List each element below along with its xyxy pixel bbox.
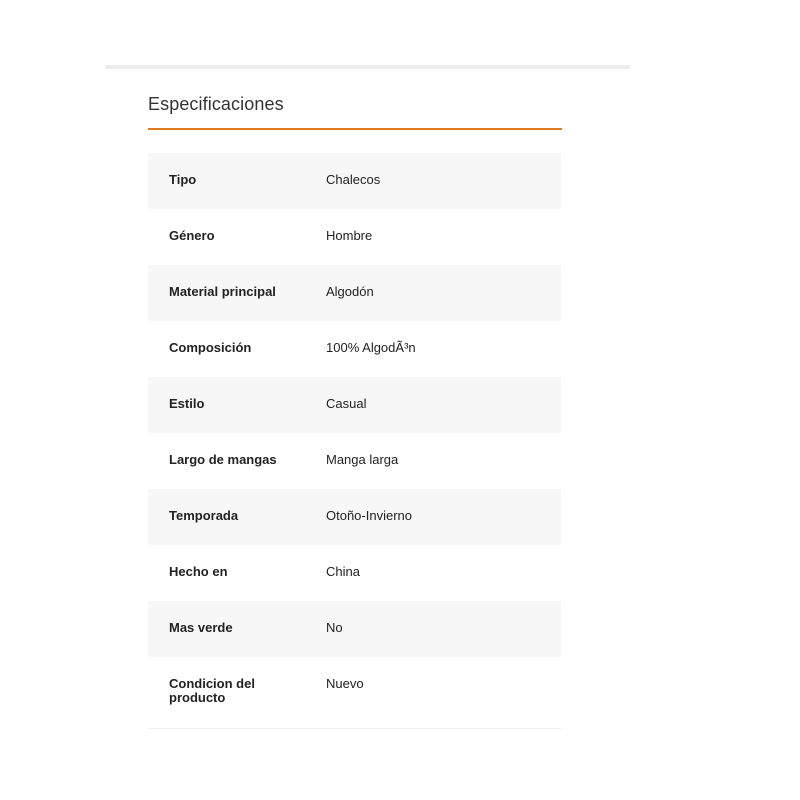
- spec-value: No: [326, 620, 343, 635]
- spec-label: Mas verde: [169, 620, 233, 635]
- spec-value: Casual: [326, 396, 367, 411]
- spec-label: Hecho en: [169, 564, 228, 579]
- spec-value: 100% AlgodÃ³n: [326, 340, 416, 355]
- top-divider: [105, 65, 630, 69]
- spec-value: Manga larga: [326, 452, 399, 467]
- spec-row-condicion-del-producto: [148, 657, 561, 728]
- spec-value: Otoño-Invierno: [326, 508, 412, 523]
- spec-label: Estilo: [169, 396, 205, 411]
- spec-row-material-principal: [148, 265, 561, 321]
- spec-row-estilo: [148, 377, 561, 433]
- specifications-table: [148, 153, 561, 729]
- title-underline: [148, 128, 562, 130]
- spec-row-mas-verde: [148, 601, 561, 657]
- spec-row-composicion: [148, 321, 561, 377]
- spec-row-temporada: [148, 489, 561, 545]
- spec-label: Largo de mangas: [169, 452, 277, 467]
- spec-label: Temporada: [169, 508, 239, 523]
- spec-label: Tipo: [169, 172, 197, 187]
- spec-row-tipo: [148, 153, 561, 209]
- spec-value: Hombre: [326, 228, 373, 243]
- section-title: Especificaciones: [148, 94, 284, 114]
- spec-row-largo-de-mangas: [148, 433, 561, 489]
- spec-value: Nuevo: [326, 676, 364, 691]
- spec-value: Algodón: [326, 284, 374, 299]
- spec-row-genero: [148, 209, 561, 265]
- spec-label: Material principal: [169, 284, 276, 299]
- spec-value: China: [326, 564, 360, 579]
- spec-label: Condicion del producto: [169, 676, 255, 705]
- specifications-section: [148, 90, 562, 729]
- spec-row-hecho-en: [148, 545, 561, 601]
- spec-label: Composición: [169, 340, 252, 355]
- spec-label: Género: [169, 228, 215, 243]
- spec-value: Chalecos: [326, 172, 381, 187]
